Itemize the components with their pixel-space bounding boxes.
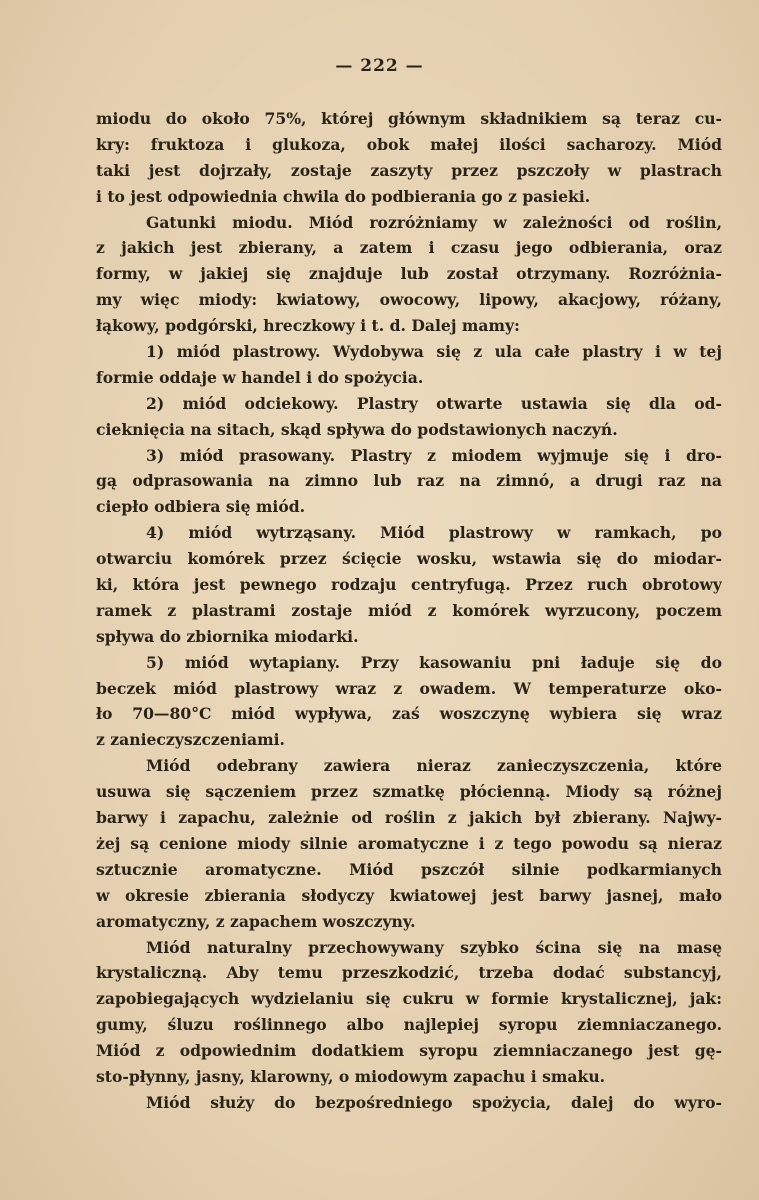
text-line: Miód odebrany zawiera nieraz zanieczyszczenia, które bbox=[146, 756, 722, 776]
text-line: sto-płynny, jasny, klarowny, o miodowym zapachu i smaku. bbox=[96, 1066, 606, 1086]
page-number: — 222 — bbox=[335, 56, 424, 76]
text-line: formie oddaje w handel i do spożycia. bbox=[96, 367, 424, 387]
text-line: aromatyczny, z zapachem woszczyny. bbox=[96, 911, 416, 931]
text-line: beczek miód plastrowy wraz z owadem. W temperaturze oko- bbox=[96, 678, 722, 698]
text-line: Gatunki miodu. Miód rozróżniamy w zależności od roślin, bbox=[146, 212, 722, 232]
text-line: gumy, śluzu roślinnego albo najlepiej syropu ziemniaczanego. bbox=[96, 1015, 722, 1035]
text-line: z zanieczyszczeniami. bbox=[96, 730, 285, 750]
text-line: krystaliczną. Aby temu przeszkodzić, trzeba dodać substancyj, bbox=[96, 963, 722, 983]
text-line: z jakich jest zbierany, a zatem i czasu jego odbierania, oraz bbox=[96, 238, 722, 258]
text-line: barwy i zapachu, zależnie od roślin z jakich był zbierany. Najwy- bbox=[96, 808, 722, 828]
text-line: 2) miód odciekowy. Plastry otwarte ustawia się dla od- bbox=[146, 393, 722, 413]
text-line: gą odprasowania na zimno lub raz na zimnó, a drugi raz na bbox=[96, 471, 722, 491]
text-line: Miód z odpowiednim dodatkiem syropu ziemniaczanego jest gę- bbox=[96, 1041, 722, 1061]
text-line: sztucznie aromatyczne. Miód pszczół silnie podkarmianych bbox=[96, 859, 722, 879]
text-line: kry: fruktoza i glukoza, obok małej ilości sacharozy. Miód bbox=[96, 134, 722, 154]
text-line: Miód naturalny przechowywany szybko ścina się na masę bbox=[146, 937, 722, 957]
text-line: 1) miód plastrowy. Wydobywa się z ula całe plastry i w tej bbox=[146, 342, 722, 362]
text-line: formy, w jakiej się znajduje lub został otrzymany. Rozróżnia- bbox=[96, 264, 722, 284]
text-line: w okresie zbierania słodyczy kwiatowej jest barwy jasnej, mało bbox=[96, 885, 722, 905]
text-line: taki jest dojrzały, zostaje zaszyty przez pszczoły w plastrach bbox=[96, 160, 722, 180]
text-line: 5) miód wytapiany. Przy kasowaniu pni ładuje się do bbox=[146, 652, 722, 672]
text-line: cieknięcia na sitach, skąd spływa do podstawionych naczyń. bbox=[96, 419, 618, 439]
text-body bbox=[96, 106, 722, 1116]
text-line: żej są cenione miody silnie aromatyczne i z tego powodu są nieraz bbox=[96, 833, 722, 853]
text-line: łąkowy, podgórski, hreczkowy i t. d. Dalej mamy: bbox=[96, 316, 520, 336]
text-line: 3) miód prasowany. Plastry z miodem wyjmuje się i dro- bbox=[146, 445, 722, 465]
text-line: miodu do około 75%, której głównym składnikiem są teraz cu- bbox=[96, 109, 722, 128]
text-line: ki, która jest pewnego rodzaju centryfugą. Przez ruch obrotowy bbox=[96, 575, 722, 595]
text-line: zapobiegających wydzielaniu się cukru w formie krystalicznej, jak: bbox=[96, 989, 722, 1009]
text-line: my więc miody: kwiatowy, owocowy, lipowy, akacjowy, różany, bbox=[96, 290, 722, 310]
text-line: Miód służy do bezpośredniego spożycia, dalej do wyro- bbox=[146, 1092, 722, 1112]
text-line: ramek z plastrami zostaje miód z komórek wyrzucony, poczem bbox=[96, 600, 722, 620]
text-line: ło 70—80°C miód wypływa, zaś woszczynę wybiera się wraz bbox=[96, 704, 722, 724]
text-line: ciepło odbiera się miód. bbox=[96, 497, 306, 517]
text-line: i to jest odpowiednia chwila do podbierania go z pasieki. bbox=[96, 186, 591, 206]
text-line: usuwa się sączeniem przez szmatkę płócienną. Miody są różnej bbox=[96, 782, 722, 802]
text-line: otwarciu komórek przez ścięcie wosku, wstawia się do miodar- bbox=[96, 549, 722, 569]
text-line: 4) miód wytrząsany. Miód plastrowy w ramkach, po bbox=[146, 523, 722, 543]
text-line: spływa do zbiornika miodarki. bbox=[96, 626, 359, 646]
